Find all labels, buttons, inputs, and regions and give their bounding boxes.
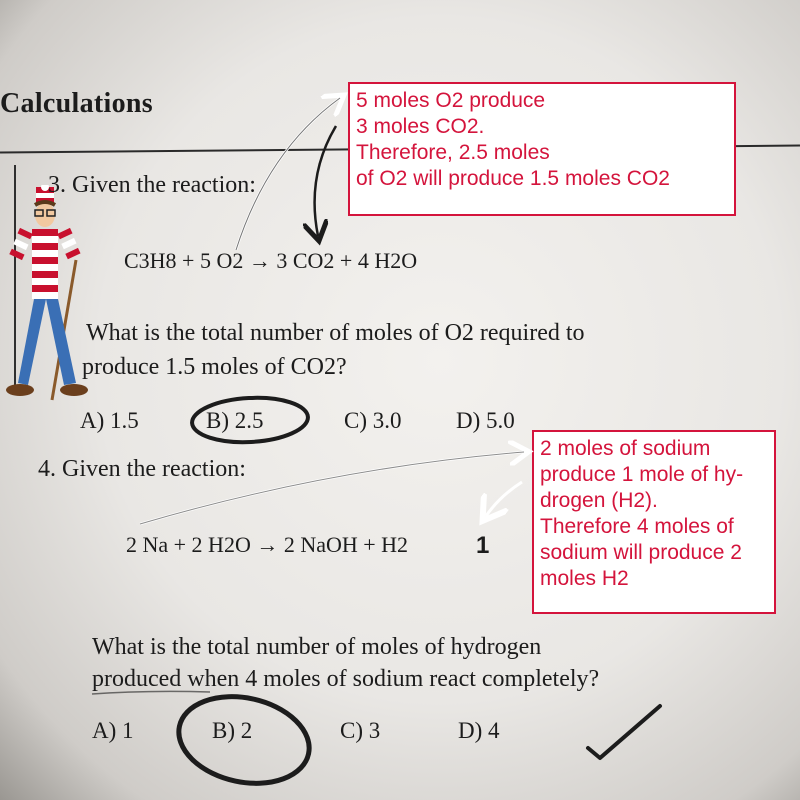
arrow-from-note1: [315, 126, 336, 236]
note2-line-4: Therefore 4 moles of: [540, 515, 734, 538]
q3-choice-b[interactable]: B) 2.5: [206, 408, 264, 433]
note2-line-3: drogen (H2).: [540, 489, 658, 512]
arrow-to-coefficient: [486, 482, 522, 516]
annotation-note-1: [348, 82, 736, 216]
q3-choice-c[interactable]: C) 3.0: [344, 408, 402, 433]
note2-line-5: sodium will produce 2: [540, 541, 742, 564]
note2-line-6: moles H2: [540, 567, 629, 590]
q4-question-line2: produced when 4 moles of sodium react completely?: [92, 666, 600, 692]
note2-line-1: 2 moles of sodium: [540, 437, 711, 460]
q3-question-line2: produce 1.5 moles of CO2?: [82, 354, 347, 380]
q3-equation: C3H8 + 5 O2 → 3 CO2 + 4 H2O: [124, 248, 418, 273]
checkmark-icon: [588, 706, 660, 758]
note1-line-3: Therefore, 2.5 moles: [356, 141, 550, 164]
q4-question-line1: What is the total number of moles of hydrogen: [92, 634, 542, 660]
q4-choice-c[interactable]: C) 3: [340, 718, 381, 743]
annotation-note-2: [532, 430, 776, 614]
q4-choice-b[interactable]: B) 2: [212, 718, 253, 743]
q4-equation: 2 Na + 2 H2O → 2 NaOH + H2: [126, 532, 409, 557]
q3-choice-a[interactable]: A) 1.5: [80, 408, 139, 433]
note1-line-4: of O2 will produce 1.5 moles CO2: [356, 167, 670, 190]
note1-line-2: 3 moles CO2.: [356, 115, 485, 138]
q3-prompt: 3. Given the reaction:: [48, 172, 256, 198]
note1-line-1: 5 moles O2 produce: [356, 89, 546, 112]
page-heading: Calculations: [0, 88, 153, 119]
q4-prompt: 4. Given the reaction:: [38, 456, 246, 482]
q3-question-line1: What is the total number of moles of O2 required to: [86, 320, 585, 346]
note2-line-2: produce 1 mole of hy-: [540, 463, 744, 486]
q4-choice-d[interactable]: D) 4: [458, 718, 500, 743]
q3-choice-d[interactable]: D) 5.0: [456, 408, 515, 433]
handwritten-coefficient: 1: [476, 532, 490, 559]
q4-choice-a[interactable]: A) 1: [92, 718, 134, 743]
